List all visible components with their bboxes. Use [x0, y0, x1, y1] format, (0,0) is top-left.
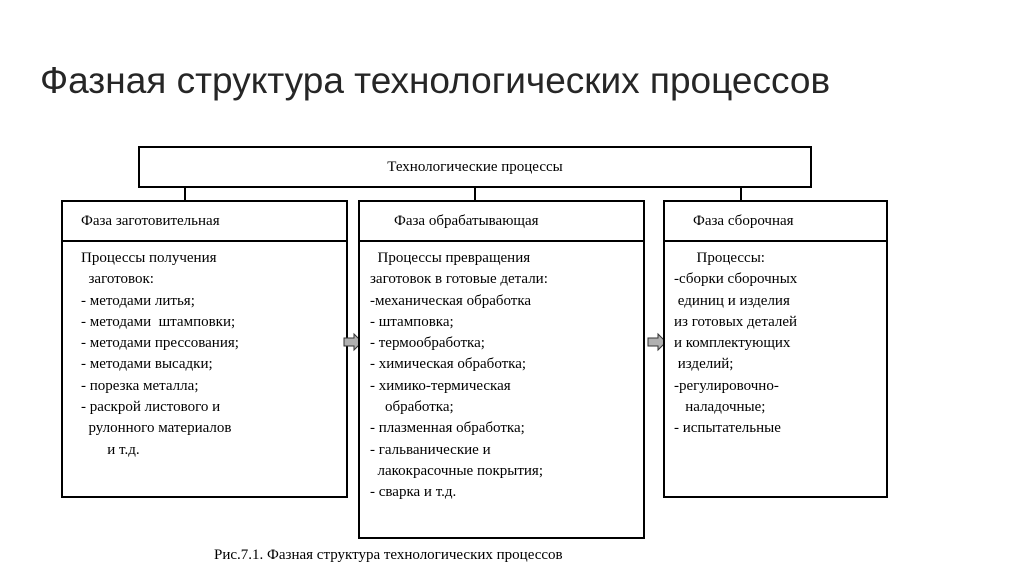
phase-preparatory-line: и т.д.: [81, 441, 140, 458]
phase-processing-line: - термообработка;: [370, 335, 485, 352]
phase-processing-box: [358, 200, 645, 539]
phase-preparatory-line: - порезка металла;: [81, 377, 199, 394]
phase-processing-body: [360, 242, 643, 504]
phase-preparatory-line: - методами прессования;: [81, 335, 239, 352]
phase-processing-line: лакокрасочные покрытия;: [370, 462, 543, 479]
phase-assembly-line: из готовых деталей: [674, 313, 798, 330]
phase-assembly-header: [665, 202, 886, 242]
phase-preparatory-line: - методами высадки;: [81, 356, 213, 373]
phase-processing-line: - химическая обработка;: [370, 356, 527, 373]
technological-processes-box: [138, 146, 812, 188]
phase-processing-header: [360, 202, 643, 242]
phase-assembly-line: наладочные;: [674, 399, 766, 416]
phase-preparatory-line: - методами литья;: [81, 292, 195, 309]
phase-assembly-line: изделий;: [674, 356, 734, 373]
figure-caption: Рис.7.1. Фазная структура технологических процессов: [214, 547, 563, 563]
phase-processing-line: - плазменная обработка;: [370, 420, 525, 437]
phase-processing-line: - химико-термическая: [370, 377, 511, 394]
phase-processing-line: - сварка и т.д.: [370, 484, 457, 501]
phase-preparatory-body: [63, 242, 346, 461]
phase-preparatory-line: Процессы получения: [81, 250, 217, 266]
phase-processing-line: заготовок в готовые детали:: [370, 271, 548, 288]
phase-preparatory-line: рулонного материалов: [81, 420, 232, 437]
phase-assembly-box: [663, 200, 888, 498]
phase-assembly-body: [665, 242, 886, 440]
phase-preparatory-line: - раскрой листового и: [81, 399, 221, 416]
phase-assembly-line: Процессы:: [674, 250, 765, 266]
phase-preparatory-line: - методами штамповки;: [81, 313, 236, 330]
phase-assembly-title: Фаза сборочная: [693, 213, 794, 229]
phase-processing-line: - штамповка;: [370, 313, 454, 330]
phase-assembly-line: - испытательные: [674, 420, 781, 437]
phase-processing-line: Процессы превращения: [370, 250, 531, 266]
top-box-label: Технологические процессы: [387, 158, 563, 175]
phase-assembly-line: -регулировочно-: [674, 377, 779, 394]
phase-preparatory-title: Фаза заготовительная: [81, 213, 220, 229]
phase-assembly-line: единиц и изделия: [674, 292, 790, 309]
phase-assembly-line: и комплектующих: [674, 335, 791, 352]
phase-assembly-line: -сборки сборочных: [674, 271, 798, 288]
phase-preparatory-line: заготовок:: [81, 271, 154, 288]
phase-processing-title: Фаза обрабатывающая: [394, 213, 539, 229]
phase-preparatory-box: [61, 200, 348, 498]
phase-processing-line: обработка;: [370, 399, 454, 416]
slide-title: Фазная структура технологических процессов: [40, 60, 831, 101]
phase-processing-line: -механическая обработка: [370, 292, 532, 309]
phase-preparatory-header: [63, 202, 346, 242]
phase-processing-line: - гальванические и: [370, 441, 491, 458]
